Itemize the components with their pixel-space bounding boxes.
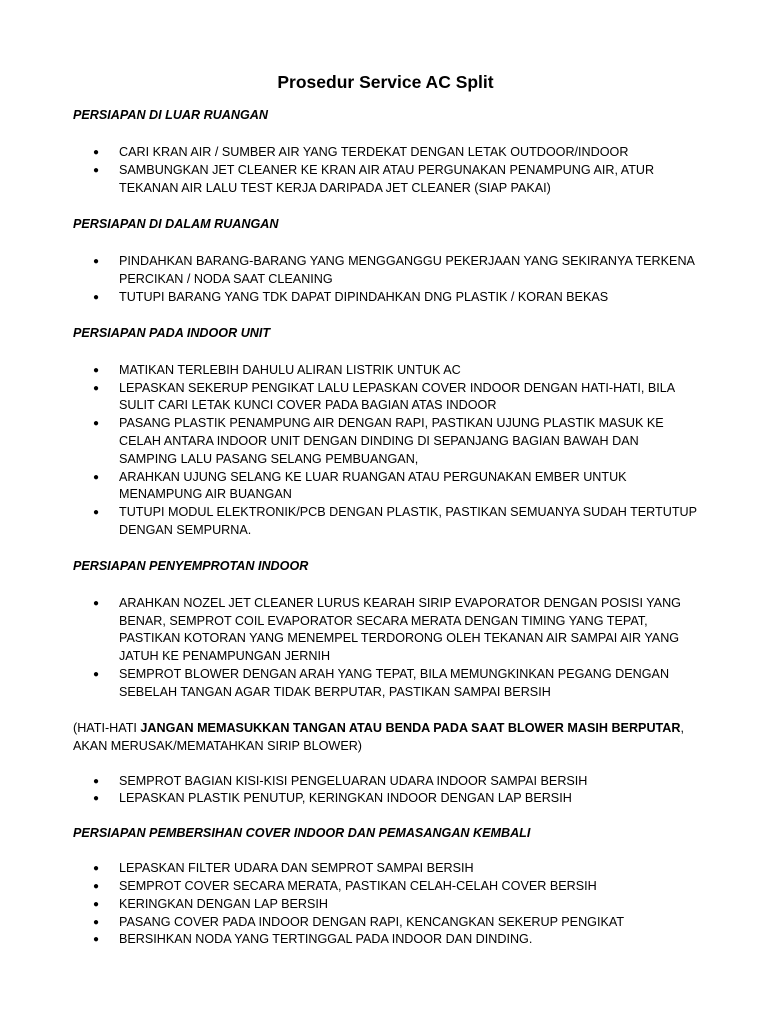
list-item: [73, 666, 698, 702]
bullet-icon: ●: [93, 256, 100, 268]
list-item-text: ARAHKAN NOZEL JET CLEANER LURUS KEARAH SIRIP EVAPORATOR DENGAN POSISI YANG BENAR, SEMPROT COIL EVAPORATOR SECARA MERATA DENGAN TIMING YANG TEPAT, PASTIKAN KOTORAN YANG MENEMPEL TERDORONG OLEH TEKANAN AIR SAMPAI AIR YANG JATUH KE PENAMPUNGAN JERNIH: [119, 595, 681, 664]
list-item-text: ARAHKAN UJUNG SELANG KE LUAR RUANGAN ATAU PERGUNAKAN EMBER UNTUK MENAMPUNG AIR BUANGAN: [119, 469, 627, 502]
list-item: [73, 415, 698, 468]
bullet-icon: ●: [93, 793, 100, 805]
list-item-text: BERSIHKAN NODA YANG TERTINGGAL PADA INDOOR DAN DINDING.: [119, 932, 533, 947]
list-item: [73, 773, 698, 791]
list-luar-ruangan: [73, 144, 698, 197]
bullet-icon: ●: [93, 934, 100, 946]
section-heading-penyemprotan-indoor: PERSIAPAN PENYEMPROTAN INDOOR: [73, 558, 309, 573]
list-item-text: CARI KRAN AIR / SUMBER AIR YANG TERDEKAT DENGAN LETAK OUTDOOR/INDOOR: [119, 145, 629, 159]
bullet-icon: ●: [93, 775, 100, 787]
list-item-text: KERINGKAN DENGAN LAP BERSIH: [119, 896, 329, 911]
bullet-icon: ●: [93, 668, 100, 680]
list-item-text: MATIKAN TERLEBIH DAHULU ALIRAN LISTRIK UNTUK AC: [119, 362, 461, 377]
list-item-text: TUTUPI MODUL ELEKTRONIK/PCB DENGAN PLASTIK, PASTIKAN SEMUANYA SUDAH TERTUTUP DENGAN SEMPURNA.: [119, 505, 697, 537]
list-penyemprotan-indoor: [73, 595, 698, 702]
section-heading-dalam-ruangan: PERSIAPAN DI DALAM RUANGAN: [73, 217, 279, 232]
warning-note-emphasis: JANGAN MEMASUKKAN TANGAN ATAU BENDA PADA SAAT BLOWER MASIH BERPUTAR: [140, 720, 681, 735]
bullet-icon: ●: [93, 418, 100, 430]
list-item-text: SEMPROT BLOWER DENGAN ARAH YANG TEPAT, BILA MEMUNGKINKAN PEGANG DENGAN SEBELAH TANGAN AGAR TIDAK BERPUTAR, PASTIKAN SAMPAI BERSIH: [119, 666, 670, 699]
list-item-text: PINDAHKAN BARANG-BARANG YANG MENGGANGGU PEKERJAAN YANG SEKIRANYA TERKENA PERCIKAN / NODA SAAT CLEANING: [119, 254, 695, 287]
list-item: [73, 253, 698, 289]
list-indoor-unit: [73, 362, 698, 540]
list-item: [73, 790, 698, 808]
list-item-text: LEPASKAN FILTER UDARA DAN SEMPROT SAMPAI BERSIH: [119, 861, 474, 876]
list-item: [73, 144, 698, 162]
bullet-icon: ●: [93, 471, 100, 483]
list-item-text: LEPASKAN PLASTIK PENUTUP, KERINGKAN INDOOR DENGAN LAP BERSIH: [119, 791, 572, 806]
bullet-icon: ●: [93, 898, 100, 910]
bullet-icon: ●: [93, 382, 100, 394]
list-item: [73, 504, 698, 540]
bullet-icon: ●: [93, 364, 100, 376]
list-item-text: SEMPROT COVER SECARA MERATA, PASTIKAN CELAH-CELAH COVER BERSIH: [119, 878, 597, 893]
bullet-icon: ●: [93, 147, 100, 158]
list-item: [73, 380, 698, 416]
section-heading-indoor-unit: PERSIAPAN PADA INDOOR UNIT: [73, 325, 271, 340]
list-dalam-ruangan: [73, 253, 698, 306]
bullet-icon: ●: [93, 291, 100, 303]
warning-note: [73, 719, 698, 755]
section-heading-cover-indoor: PERSIAPAN PEMBERSIHAN COVER INDOOR DAN PEMASANGAN KEMBALI: [73, 826, 531, 841]
warning-note-suffix: , AKAN MERUSAK/MEMATAHKAN SIRIP BLOWER): [73, 720, 684, 753]
list-item: [73, 469, 698, 505]
list-item-text: SEMPROT BAGIAN KISI-KISI PENGELUARAN UDARA INDOOR SAMPAI BERSIH: [119, 773, 588, 788]
bullet-icon: ●: [93, 164, 100, 176]
bullet-icon: ●: [93, 863, 100, 875]
list-cover-indoor: [73, 860, 698, 949]
bullet-icon: ●: [93, 880, 100, 892]
list-item: [73, 914, 698, 932]
page-title: Prosedur Service AC Split: [277, 72, 494, 92]
list-item-text: LEPASKAN SEKERUP PENGIKAT LALU LEPASKAN COVER INDOOR DENGAN HATI-HATI, BILA SULIT CARI LETAK KUNCI COVER PADA BAGIAN ATAS INDOOR: [119, 380, 675, 413]
section-heading-luar-ruangan: PERSIAPAN DI LUAR RUANGAN: [73, 108, 268, 122]
bullet-icon: ●: [93, 916, 100, 928]
list-after-note: [73, 773, 698, 809]
list-item: [73, 362, 698, 380]
list-item: [73, 931, 698, 949]
list-item: [73, 162, 698, 198]
list-item-text: PASANG PLASTIK PENAMPUNG AIR DENGAN RAPI, PASTIKAN UJUNG PLASTIK MASUK KE CELAH ANTARA INDOOR UNIT DENGAN DINDING DI SEPANJANG BAGIAN BAWAH DAN SAMPING LALU PASANG SELANG PEMBUANGAN,: [119, 416, 664, 466]
list-item-text: TUTUPI BARANG YANG TDK DAPAT DIPINDAHKAN DNG PLASTIK / KORAN BEKAS: [119, 289, 609, 304]
bullet-icon: ●: [93, 507, 100, 519]
list-item: [73, 896, 698, 914]
list-item-text: PASANG COVER PADA INDOOR DENGAN RAPI, KENCANGKAN SEKERUP PENGIKAT: [119, 914, 625, 929]
list-item: [73, 878, 698, 896]
list-item: [73, 860, 698, 878]
list-item-text: SAMBUNGKAN JET CLEANER KE KRAN AIR ATAU PERGUNAKAN PENAMPUNG AIR, ATUR TEKANAN AIR LALU TEST KERJA DARIPADA JET CLEANER (SIAP PAKAI): [119, 162, 655, 195]
bullet-icon: ●: [93, 597, 100, 609]
list-item: [73, 595, 698, 666]
warning-note-prefix: (HATI-HATI: [73, 720, 141, 735]
list-item: [73, 289, 698, 307]
